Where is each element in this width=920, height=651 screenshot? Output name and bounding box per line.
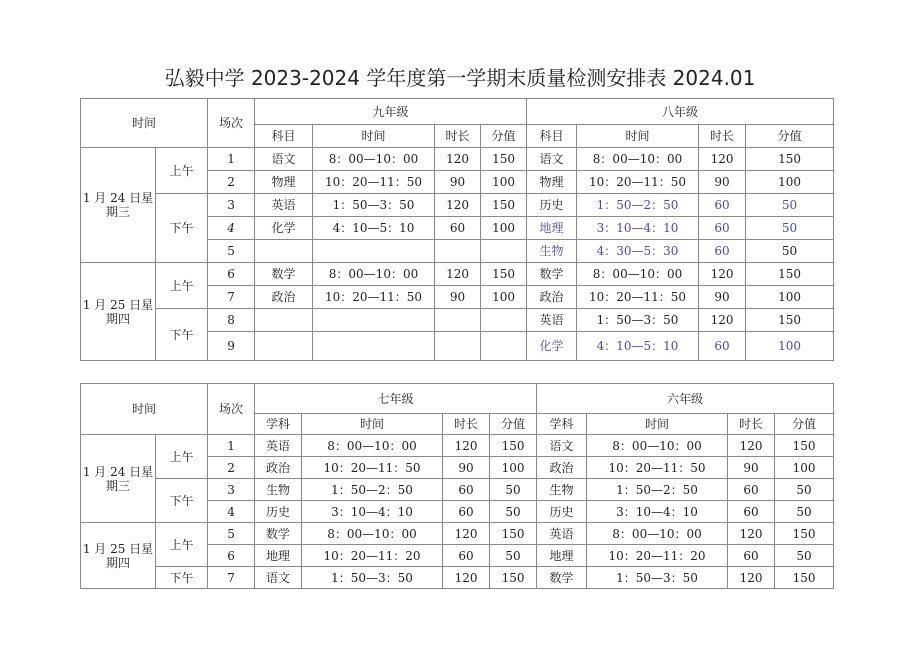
duration-cell — [435, 332, 481, 361]
session-number: 4 — [208, 217, 255, 240]
time-cell: 4：10—5：10 — [577, 332, 699, 361]
subject-cell: 数学 — [255, 263, 313, 286]
duration-cell: 90 — [443, 457, 490, 479]
score-cell: 150 — [490, 435, 537, 457]
time-cell: 1：50—3：50 — [577, 309, 699, 332]
subheader-duration: 时长 — [443, 414, 490, 435]
header-grade-6: 六年级 — [537, 384, 834, 414]
subject-cell: 化学 — [527, 332, 577, 361]
period-am: 上午 — [156, 435, 208, 479]
score-cell: 150 — [481, 148, 527, 171]
score-cell: 100 — [746, 286, 834, 309]
score-cell — [481, 332, 527, 361]
score-cell: 150 — [490, 567, 537, 589]
score-cell: 50 — [746, 194, 834, 217]
table-row — [81, 523, 834, 545]
time-cell: 1：50—2：50 — [587, 479, 728, 501]
period-am: 上午 — [156, 263, 208, 309]
duration-cell: 120 — [728, 567, 775, 589]
time-cell: 8：00—10：00 — [577, 263, 699, 286]
score-cell: 50 — [775, 501, 834, 523]
time-cell: 8：00—10：00 — [313, 148, 435, 171]
time-cell: 10：20—11：20 — [587, 545, 728, 567]
duration-cell: 60 — [728, 479, 775, 501]
subject-cell: 数学 — [255, 523, 302, 545]
score-cell: 150 — [746, 309, 834, 332]
session-number: 4 — [208, 501, 255, 523]
header-grade-8: 八年级 — [527, 99, 834, 125]
table-row — [81, 194, 834, 217]
period-pm: 下午 — [156, 479, 208, 523]
duration-cell: 120 — [728, 435, 775, 457]
table-row — [81, 435, 834, 457]
table-row — [81, 148, 834, 171]
session-number: 8 — [208, 309, 255, 332]
duration-cell: 120 — [699, 309, 746, 332]
time-cell: 1：50—2：50 — [302, 479, 443, 501]
schedule-table-grade-7-6 — [80, 383, 834, 589]
time-cell: 10：20—11：50 — [313, 171, 435, 194]
session-number: 5 — [208, 240, 255, 263]
duration-cell: 90 — [699, 171, 746, 194]
table-row — [81, 309, 834, 332]
session-number: 2 — [208, 171, 255, 194]
subheader-score: 分值 — [746, 125, 834, 148]
subject-cell: 语文 — [527, 148, 577, 171]
score-cell: 100 — [746, 332, 834, 361]
duration-cell: 120 — [435, 263, 481, 286]
subject-cell: 语文 — [255, 567, 302, 589]
time-cell: 8：00—10：00 — [587, 435, 728, 457]
score-cell: 150 — [775, 435, 834, 457]
score-cell: 150 — [481, 263, 527, 286]
subheader-time: 时间 — [577, 125, 699, 148]
duration-cell: 60 — [699, 332, 746, 361]
time-cell: 8：00—10：00 — [577, 148, 699, 171]
score-cell: 150 — [746, 148, 834, 171]
session-number: 7 — [208, 286, 255, 309]
session-number: 1 — [208, 435, 255, 457]
score-cell: 50 — [490, 479, 537, 501]
duration-cell: 60 — [728, 545, 775, 567]
subject-cell: 政治 — [255, 286, 313, 309]
subject-cell: 物理 — [527, 171, 577, 194]
session-number: 6 — [208, 545, 255, 567]
duration-cell: 120 — [728, 523, 775, 545]
score-cell: 150 — [775, 523, 834, 545]
subject-cell: 历史 — [527, 194, 577, 217]
duration-cell — [435, 309, 481, 332]
time-cell: 10：20—11：50 — [313, 286, 435, 309]
time-cell: 3：10—4：10 — [587, 501, 728, 523]
score-cell: 50 — [746, 240, 834, 263]
table-row — [81, 263, 834, 286]
header-time: 时间 — [81, 99, 208, 148]
subheader-duration: 时长 — [728, 414, 775, 435]
time-cell: 8：00—10：00 — [302, 435, 443, 457]
score-cell: 100 — [481, 217, 527, 240]
score-cell: 50 — [746, 217, 834, 240]
score-cell — [481, 309, 527, 332]
subheader-time: 时间 — [302, 414, 443, 435]
header-grade-7: 七年级 — [255, 384, 537, 414]
score-cell: 50 — [490, 545, 537, 567]
time-cell — [313, 240, 435, 263]
day-label: 1 月 24 日星期三 — [81, 435, 156, 523]
subject-cell: 语文 — [255, 148, 313, 171]
subject-cell — [255, 332, 313, 361]
score-cell — [481, 240, 527, 263]
duration-cell: 120 — [435, 148, 481, 171]
subject-cell: 语文 — [537, 435, 587, 457]
day-label: 1 月 25 日星期四 — [81, 263, 156, 361]
time-cell — [313, 332, 435, 361]
header-session: 场次 — [208, 99, 255, 148]
period-am: 上午 — [156, 523, 208, 567]
subject-cell: 生物 — [537, 479, 587, 501]
header-grade-9: 九年级 — [255, 99, 527, 125]
header-session: 场次 — [208, 384, 255, 435]
time-cell: 1：50—3：50 — [302, 567, 443, 589]
table-row — [81, 567, 834, 589]
time-cell: 8：00—10：00 — [313, 263, 435, 286]
score-cell: 100 — [481, 286, 527, 309]
subject-cell: 生物 — [527, 240, 577, 263]
subheader-score: 分值 — [775, 414, 834, 435]
subject-cell: 英语 — [255, 194, 313, 217]
day-label: 1 月 25 日星期四 — [81, 523, 156, 589]
duration-cell: 60 — [443, 545, 490, 567]
score-cell: 150 — [746, 263, 834, 286]
subject-cell: 地理 — [537, 545, 587, 567]
subheader-subject: 学科 — [255, 414, 302, 435]
session-number: 1 — [208, 148, 255, 171]
subheader-subject: 科目 — [527, 125, 577, 148]
duration-cell — [435, 240, 481, 263]
time-cell: 1：50—3：50 — [313, 194, 435, 217]
session-number: 9 — [208, 332, 255, 361]
subject-cell: 地理 — [527, 217, 577, 240]
time-cell: 4：30—5：30 — [577, 240, 699, 263]
subject-cell: 政治 — [255, 457, 302, 479]
score-cell: 100 — [481, 171, 527, 194]
time-cell: 8：00—10：00 — [302, 523, 443, 545]
subject-cell: 政治 — [527, 286, 577, 309]
duration-cell: 60 — [699, 240, 746, 263]
score-cell: 50 — [775, 479, 834, 501]
session-number: 6 — [208, 263, 255, 286]
subheader-duration: 时长 — [699, 125, 746, 148]
duration-cell: 90 — [728, 457, 775, 479]
period-pm: 下午 — [156, 309, 208, 361]
subheader-score: 分值 — [481, 125, 527, 148]
time-cell: 4：10—5：10 — [313, 217, 435, 240]
page-title: 弘毅中学 2023-2024 学年度第一学期末质量检测安排表 2024.01 — [164, 66, 756, 90]
subheader-subject: 学科 — [537, 414, 587, 435]
subheader-subject: 科目 — [255, 125, 313, 148]
time-cell: 1：50—2：50 — [577, 194, 699, 217]
subject-cell: 数学 — [537, 567, 587, 589]
subject-cell: 政治 — [537, 457, 587, 479]
subject-cell: 生物 — [255, 479, 302, 501]
duration-cell: 90 — [435, 286, 481, 309]
header-time: 时间 — [81, 384, 208, 435]
duration-cell: 120 — [699, 263, 746, 286]
subheader-time: 时间 — [587, 414, 728, 435]
subheader-duration: 时长 — [435, 125, 481, 148]
schedule-table-grade-9-8 — [80, 98, 834, 361]
session-number: 5 — [208, 523, 255, 545]
table-row — [81, 479, 834, 501]
duration-cell: 60 — [728, 501, 775, 523]
score-cell: 50 — [490, 501, 537, 523]
subject-cell: 历史 — [537, 501, 587, 523]
duration-cell: 120 — [443, 435, 490, 457]
period-am: 上午 — [156, 148, 208, 194]
subject-cell — [255, 309, 313, 332]
subject-cell: 地理 — [255, 545, 302, 567]
period-pm: 下午 — [156, 194, 208, 263]
score-cell: 150 — [481, 194, 527, 217]
subject-cell: 英语 — [527, 309, 577, 332]
subject-cell: 物理 — [255, 171, 313, 194]
subject-cell: 历史 — [255, 501, 302, 523]
score-cell: 100 — [746, 171, 834, 194]
duration-cell: 90 — [435, 171, 481, 194]
subject-cell: 英语 — [255, 435, 302, 457]
time-cell: 1：50—3：50 — [587, 567, 728, 589]
time-cell: 10：20—11：50 — [577, 286, 699, 309]
time-cell: 3：10—4：10 — [302, 501, 443, 523]
score-cell: 100 — [490, 457, 537, 479]
duration-cell: 60 — [443, 501, 490, 523]
subheader-time: 时间 — [313, 125, 435, 148]
duration-cell: 120 — [443, 567, 490, 589]
subject-cell: 数学 — [527, 263, 577, 286]
duration-cell: 60 — [699, 217, 746, 240]
duration-cell: 120 — [443, 523, 490, 545]
score-cell: 100 — [775, 457, 834, 479]
time-cell: 10：20—11：50 — [577, 171, 699, 194]
score-cell: 150 — [490, 523, 537, 545]
session-number: 2 — [208, 457, 255, 479]
subject-cell: 英语 — [537, 523, 587, 545]
time-cell: 10：20—11：50 — [587, 457, 728, 479]
session-number: 3 — [208, 479, 255, 501]
time-cell: 3：10—4：10 — [577, 217, 699, 240]
session-number: 3 — [208, 194, 255, 217]
period-pm: 下午 — [156, 567, 208, 589]
duration-cell: 90 — [699, 286, 746, 309]
day-label: 1 月 24 日星期三 — [81, 148, 156, 263]
duration-cell: 60 — [435, 217, 481, 240]
score-cell: 150 — [775, 567, 834, 589]
time-cell: 10：20—11：50 — [302, 457, 443, 479]
duration-cell: 60 — [699, 194, 746, 217]
duration-cell: 60 — [443, 479, 490, 501]
session-number: 7 — [208, 567, 255, 589]
time-cell: 8：00—10：00 — [587, 523, 728, 545]
time-cell — [313, 309, 435, 332]
subheader-score: 分值 — [490, 414, 537, 435]
duration-cell: 120 — [699, 148, 746, 171]
score-cell: 50 — [775, 545, 834, 567]
subject-cell: 化学 — [255, 217, 313, 240]
subject-cell — [255, 240, 313, 263]
duration-cell: 120 — [435, 194, 481, 217]
time-cell: 10：20—11：20 — [302, 545, 443, 567]
